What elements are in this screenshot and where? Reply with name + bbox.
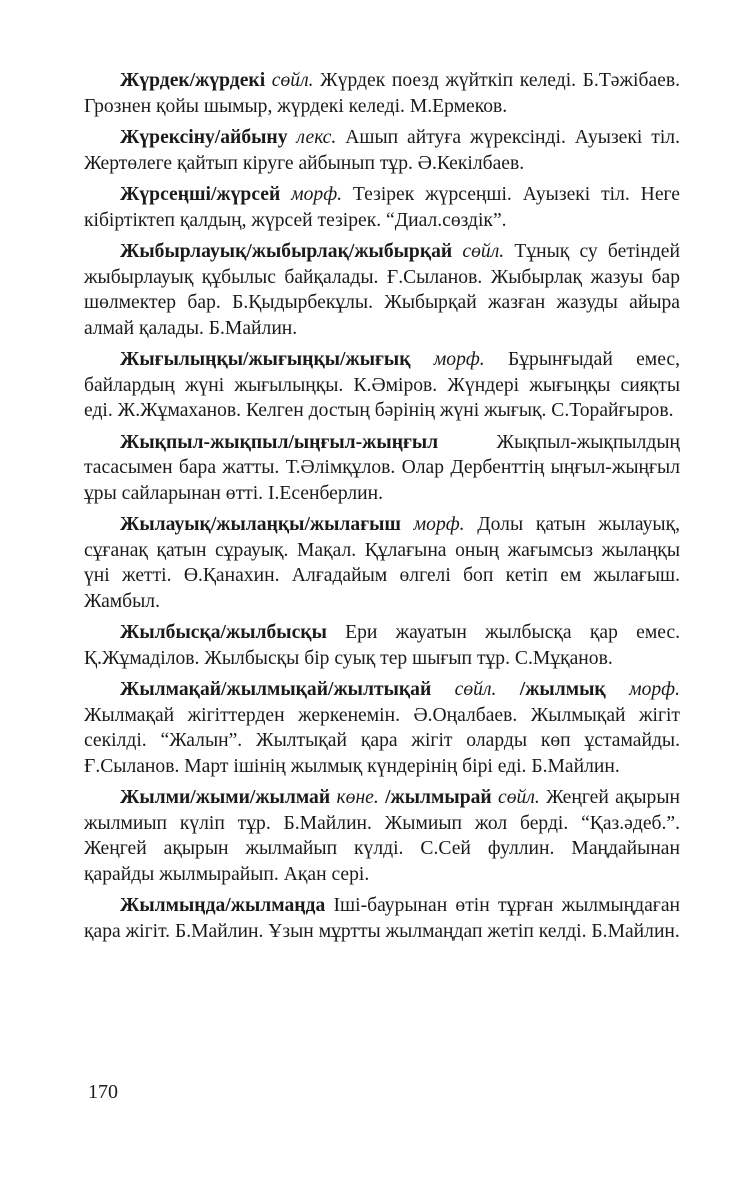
dictionary-entry (84, 182, 680, 233)
entry-usage-label: морф. (291, 184, 343, 205)
entry-usage-label-extra: морф. (629, 679, 680, 700)
dictionary-entry (84, 512, 680, 614)
entry-headword: Жүрдек/жүрдекі (120, 70, 266, 91)
entry-headword: Жылауық/жылаңқы/жылағыш (120, 514, 401, 535)
entry-headword-extra: /жылмық (519, 679, 606, 700)
entry-headword: Жылбысқа/жылбысқы (120, 622, 327, 643)
entry-usage-label: морф. (433, 349, 485, 370)
dictionary-page (84, 68, 680, 950)
entry-examples: Ашып айтуға жүрексінді. Ауызекі тіл. Жертөлеге қайтып кіруге айбынып тұр. Ә.Кекілбаев. (84, 127, 680, 174)
dictionary-entry (84, 239, 680, 341)
entry-usage-label: көне. (336, 787, 379, 808)
entry-headword: Жылмыңда/жылмаңда (120, 895, 326, 916)
entry-headword: Жылми/жыми/жылмай (120, 787, 331, 808)
entry-examples: Жеңгей ақырын жылмиып күліп тұр. Б.Майлин. Жымиып жол берді. “Қаз.әдеб.”. Жеңгей ақырын жылмайып күлді. С.Сей фуллин. Маңдайынан қарайды жылмырайып. Ақан сері. (84, 787, 680, 885)
dictionary-entry (84, 620, 680, 671)
entry-headword: Жықпыл-жықпыл/ыңғыл-жыңғыл (120, 431, 439, 453)
entry-headword-extra: /жылмырай (385, 787, 492, 808)
entry-usage-label: сөйл. (462, 241, 505, 262)
entry-headword: Жүрсеңші/жүрсей (120, 184, 281, 205)
page-number: 170 (88, 1081, 118, 1103)
entry-usage-label: лекс. (296, 127, 337, 148)
entry-examples: Жүрдек поезд жүйткіп келеді. Б.Тәжібаев. Грознен қойы шымыр, жүрдекі келеді. М.Ермеков. (84, 70, 680, 117)
entry-examples: Тұнық су бетіндей жыбырлауық құбылыс байқалады. Ғ.Сыланов. Жыбырлақ жазуы бар шөлмектер бар. Б.Қыдырбекұлы. Жыбырқай жазған жазуды айыра алмай қалады. Б.Майлин. (84, 241, 680, 339)
entry-examples: Ери жауатын жылбысқа қар емес. Қ.Жұмаділов. Жылбысқы бір суық тер шығып тұр. С.Мұқанов. (84, 622, 680, 669)
entry-examples: Іші-баурынан өтін тұрған жылмыңдаған қара жігіт. Б.Майлин. Ұзын мұртты жылмаңдап жетіп келді. Б.Майлин. (84, 895, 680, 942)
entry-examples: Тезірек жүрсеңші. Ауызекі тіл. Неге кібіртіктеп қалдың, жүрсей тезірек. “Диал.сөздік”. (84, 184, 680, 231)
entry-examples: Жықпыл-жықпылдың тасасымен бара жатты. Т.Әлімқұлов. Олар Дербенттің ыңғыл-жыңғыл ұры сайларынан өтті. І.Есенберлин. (84, 431, 680, 504)
dictionary-entry (84, 125, 680, 176)
entry-headword: Жығылыңқы/жығыңқы/жығық (120, 349, 411, 370)
entry-usage-label: сөйл. (271, 70, 314, 91)
entry-examples: Жылмақай жігіттерден жеркенемін. Ә.Оңалбаев. Жылмықай жігіт секілді. “Жалын”. Жылтықай қара жігіт оларды көп ұстамайды. Ғ.Сыланов. Март ішінің жылмық күндерінің бірі еді. Б.Майлин. (84, 704, 680, 777)
entry-headword: Жыбырлауық/жыбырлақ/жыбырқай (120, 241, 453, 262)
dictionary-entry (84, 347, 680, 424)
entry-usage-label: сөйл. (454, 679, 497, 700)
entry-headword: Жүрексіну/айбыну (120, 127, 288, 148)
dictionary-entry (84, 677, 680, 779)
entry-usage-label: морф. (413, 514, 465, 535)
dictionary-entry (84, 430, 680, 507)
entry-headword: Жылмақай/жылмықай/жылтықай (120, 679, 432, 700)
entry-usage-label-extra: сөйл. (498, 787, 540, 808)
dictionary-entry (84, 68, 680, 119)
entry-examples: Долы қатын жылауық, сұғанақ қатын сұрауық. Мақал. Құлағына оның жағымсыз жылаңқы үні жетті. Ө.Қанахин. Алғадайым өлгелі боп кетіп ем жылағыш. Жамбыл. (84, 514, 680, 612)
entry-examples: Бұрынғыдай емес, байлардың жүні жығылыңқы. К.Әміров. Жүндері жығыңқы сияқты еді. Ж.Жұмаханов. Келген достың бәрінің жүні жығық. С.Торайғыров. (84, 349, 680, 421)
dictionary-entry (84, 785, 680, 887)
dictionary-entry (84, 893, 680, 944)
